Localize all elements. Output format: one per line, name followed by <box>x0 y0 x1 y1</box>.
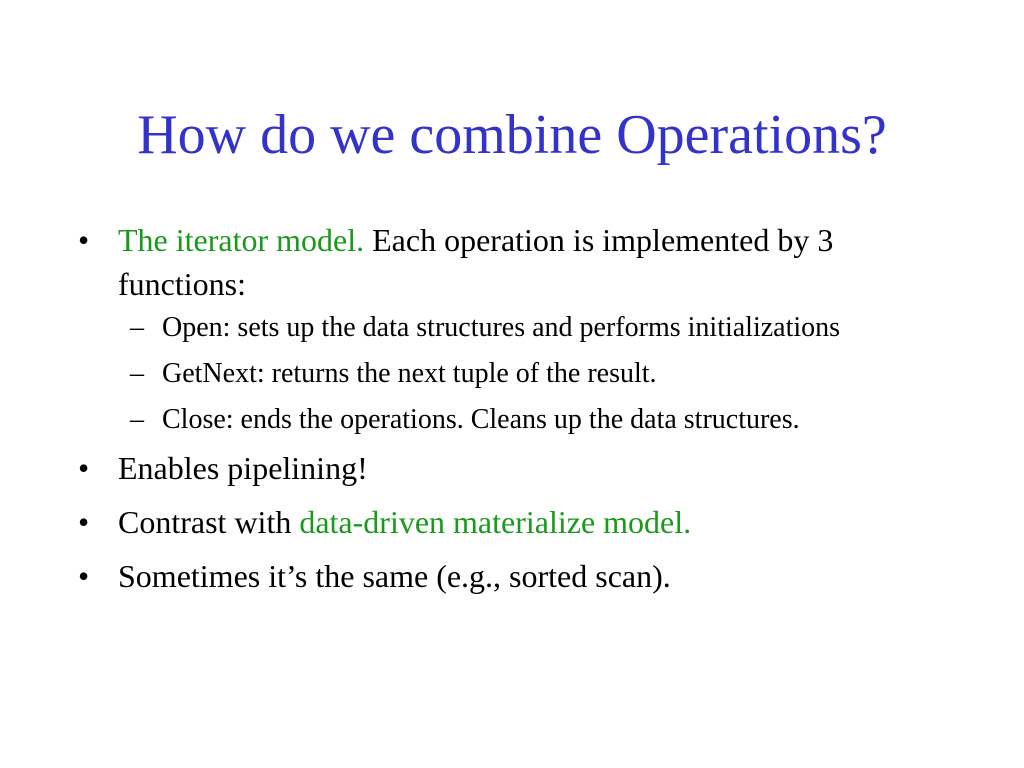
bullet-dot-icon: • <box>78 504 90 540</box>
dash-icon: – <box>130 312 144 343</box>
bullet-dot-icon: • <box>78 450 90 486</box>
bullet-item-pipelining <box>78 446 958 490</box>
bullet-dot-icon: • <box>78 558 90 594</box>
bullet-list <box>78 218 958 598</box>
bullet-item-sometimes <box>78 554 958 598</box>
bullet-item-iterator-model <box>78 218 958 306</box>
dash-icon: – <box>130 358 144 389</box>
bullet-dot-icon: • <box>78 222 90 258</box>
bullet-highlight: data-driven materialize model. <box>299 504 692 540</box>
bullet-highlight: The iterator model. <box>118 222 365 258</box>
sub-item-text: GetNext: returns the next tuple of the result. <box>162 358 657 389</box>
bullet-text: Contrast with <box>118 504 300 540</box>
slide-title: How do we combine Operations? <box>137 104 887 166</box>
dash-icon: – <box>130 404 144 435</box>
sub-item-text: Open: sets up the data structures and performs initializations <box>162 312 841 343</box>
sub-item-open <box>78 311 958 344</box>
sub-item-getnext <box>78 357 958 390</box>
bullet-text: Each operation is implemented by 3 functions: <box>118 222 834 302</box>
sub-item-text: Close: ends the operations. Cleans up the data structures. <box>162 404 800 435</box>
bullet-item-contrast <box>78 500 958 544</box>
sub-item-close <box>78 403 958 436</box>
bullet-text: Enables pipelining! <box>118 450 368 486</box>
bullet-text: Sometimes it’s the same (e.g., sorted scan). <box>118 558 671 594</box>
